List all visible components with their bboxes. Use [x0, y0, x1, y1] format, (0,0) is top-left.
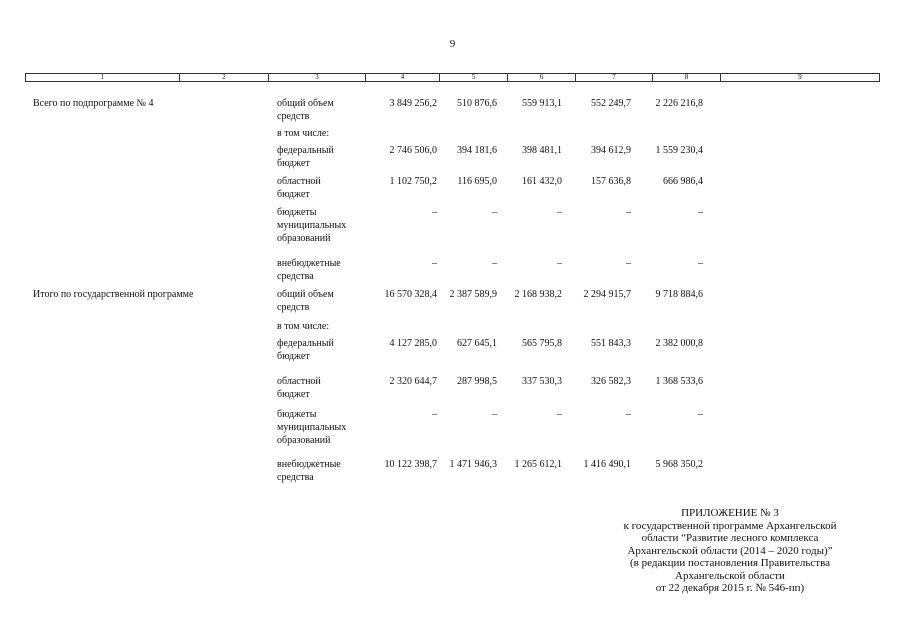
appendix-title: ПРИЛОЖЕНИЕ № 3	[681, 507, 779, 519]
column-header: 2	[180, 74, 269, 82]
row-label	[277, 144, 334, 170]
value-cell: 2 746 506,0	[389, 145, 437, 156]
row-label	[277, 337, 334, 363]
value-cell: –	[626, 409, 631, 420]
value-cell: 394 181,6	[457, 145, 497, 156]
row-label-line: образований	[277, 233, 331, 244]
row-label-line: общий объем	[277, 98, 334, 109]
value-cell: 4 127 285,0	[389, 338, 437, 349]
value-cell: –	[557, 258, 562, 269]
value-cell: –	[432, 258, 437, 269]
row-label-line: областной	[277, 176, 321, 187]
value-cell: 2 294 915,7	[583, 289, 631, 300]
appendix-line: Архангельской области	[675, 569, 785, 582]
value-cell: 161 432,0	[522, 176, 562, 187]
row-label-line: средств	[277, 111, 310, 122]
row-label	[277, 127, 329, 140]
appendix-line: от 22 декабря 2015 г. № 546-пп)	[655, 582, 805, 594]
row-label	[277, 175, 321, 201]
row-label	[277, 257, 341, 283]
value-cell: 3 849 256,2	[389, 98, 437, 109]
column-header: 8	[653, 74, 721, 82]
value-cell: –	[626, 207, 631, 218]
section-name: Итого по государственной программе	[33, 289, 194, 300]
value-cell: 9 718 884,6	[655, 289, 703, 300]
appendix-line: (в редакции постановления Правительства	[629, 557, 831, 569]
row-label-line: федеральный	[277, 338, 334, 349]
value-cell: 2 168 938,2	[514, 289, 562, 300]
value-cell: 1 368 533,6	[655, 376, 703, 387]
value-cell: 287 998,5	[457, 376, 497, 387]
row-label-line: средств	[277, 302, 310, 313]
row-label-line: в том числе:	[277, 321, 330, 332]
column-header: 6	[508, 74, 576, 82]
row-label-line: внебюджетные	[277, 258, 341, 269]
value-cell: 2 382 000,8	[655, 338, 703, 349]
row-label-line: муниципальных	[277, 422, 347, 433]
value-cell: 1 559 230,4	[655, 145, 703, 156]
page-number: 9	[449, 38, 456, 50]
value-cell: 16 570 328,4	[384, 289, 437, 300]
value-cell: 565 795,8	[522, 338, 562, 349]
row-label	[277, 375, 321, 401]
appendix-line: Архангельской области (2014 – 2020 годы)”	[627, 544, 833, 557]
column-header: 9	[721, 74, 880, 82]
value-cell: –	[557, 409, 562, 420]
value-cell: 326 582,3	[591, 376, 631, 387]
row-label	[277, 288, 334, 314]
row-label-line: образований	[277, 435, 331, 446]
row-label	[277, 206, 346, 245]
appendix-line: к государственной программе Архангельской	[623, 519, 837, 532]
value-cell: –	[492, 207, 497, 218]
row-label	[277, 320, 329, 333]
value-cell: 1 102 750,2	[389, 176, 437, 187]
value-cell: –	[432, 207, 437, 218]
value-cell: 2 320 644,7	[389, 376, 437, 387]
value-cell: –	[698, 258, 703, 269]
row-label-line: бюджет	[277, 351, 310, 362]
value-cell: 337 530,3	[522, 376, 562, 387]
column-header: 3	[269, 74, 366, 82]
column-header: 4	[366, 74, 440, 82]
value-cell: 559 913,1	[522, 98, 562, 109]
value-cell: –	[626, 258, 631, 269]
value-cell: –	[432, 409, 437, 420]
value-cell: 1 265 612,1	[514, 459, 562, 470]
value-cell: 1 416 490,1	[583, 459, 631, 470]
row-label-line: бюджет	[277, 389, 310, 400]
row-label-line: средства	[277, 271, 314, 282]
value-cell: 2 387 589,9	[449, 289, 497, 300]
value-cell: 394 612,9	[591, 145, 631, 156]
value-cell: 510 876,6	[457, 98, 497, 109]
row-label	[277, 408, 346, 447]
value-cell: 551 843,3	[591, 338, 631, 349]
value-cell: 1 471 946,3	[449, 459, 497, 470]
row-label-line: внебюджетные	[277, 459, 341, 470]
appendix-line: области “Развитие лесного комплекса	[641, 532, 819, 544]
column-header-row	[26, 74, 880, 82]
row-label-line: федеральный	[277, 145, 334, 156]
value-cell: 627 645,1	[457, 338, 497, 349]
value-cell: –	[557, 207, 562, 218]
column-header: 5	[440, 74, 508, 82]
row-label	[277, 97, 334, 123]
value-cell: –	[698, 409, 703, 420]
row-label-line: бюджет	[277, 189, 310, 200]
value-cell: 157 636,8	[591, 176, 631, 187]
appendix-note	[590, 507, 870, 595]
value-cell: –	[492, 258, 497, 269]
value-cell: 116 695,0	[457, 176, 497, 187]
value-cell: 10 122 398,7	[384, 459, 437, 470]
row-label	[277, 458, 341, 484]
column-header: 1	[26, 74, 180, 82]
row-label-line: бюджеты	[277, 207, 317, 218]
row-label-line: общий объем	[277, 289, 334, 300]
row-label-line: средства	[277, 472, 314, 483]
value-cell: –	[492, 409, 497, 420]
value-cell: 552 249,7	[591, 98, 631, 109]
column-header-table	[25, 73, 880, 82]
value-cell: –	[698, 207, 703, 218]
value-cell: 5 968 350,2	[655, 459, 703, 470]
value-cell: 666 986,4	[663, 176, 703, 187]
column-header: 7	[576, 74, 653, 82]
value-cell: 398 481,1	[522, 145, 562, 156]
row-label-line: областной	[277, 376, 321, 387]
row-label-line: бюджеты	[277, 409, 317, 420]
row-label-line: бюджет	[277, 158, 310, 169]
value-cell: 2 226 216,8	[655, 98, 703, 109]
row-label-line: в том числе:	[277, 128, 330, 139]
section-name: Всего по подпрограмме № 4	[33, 98, 154, 109]
row-label-line: муниципальных	[277, 220, 347, 231]
